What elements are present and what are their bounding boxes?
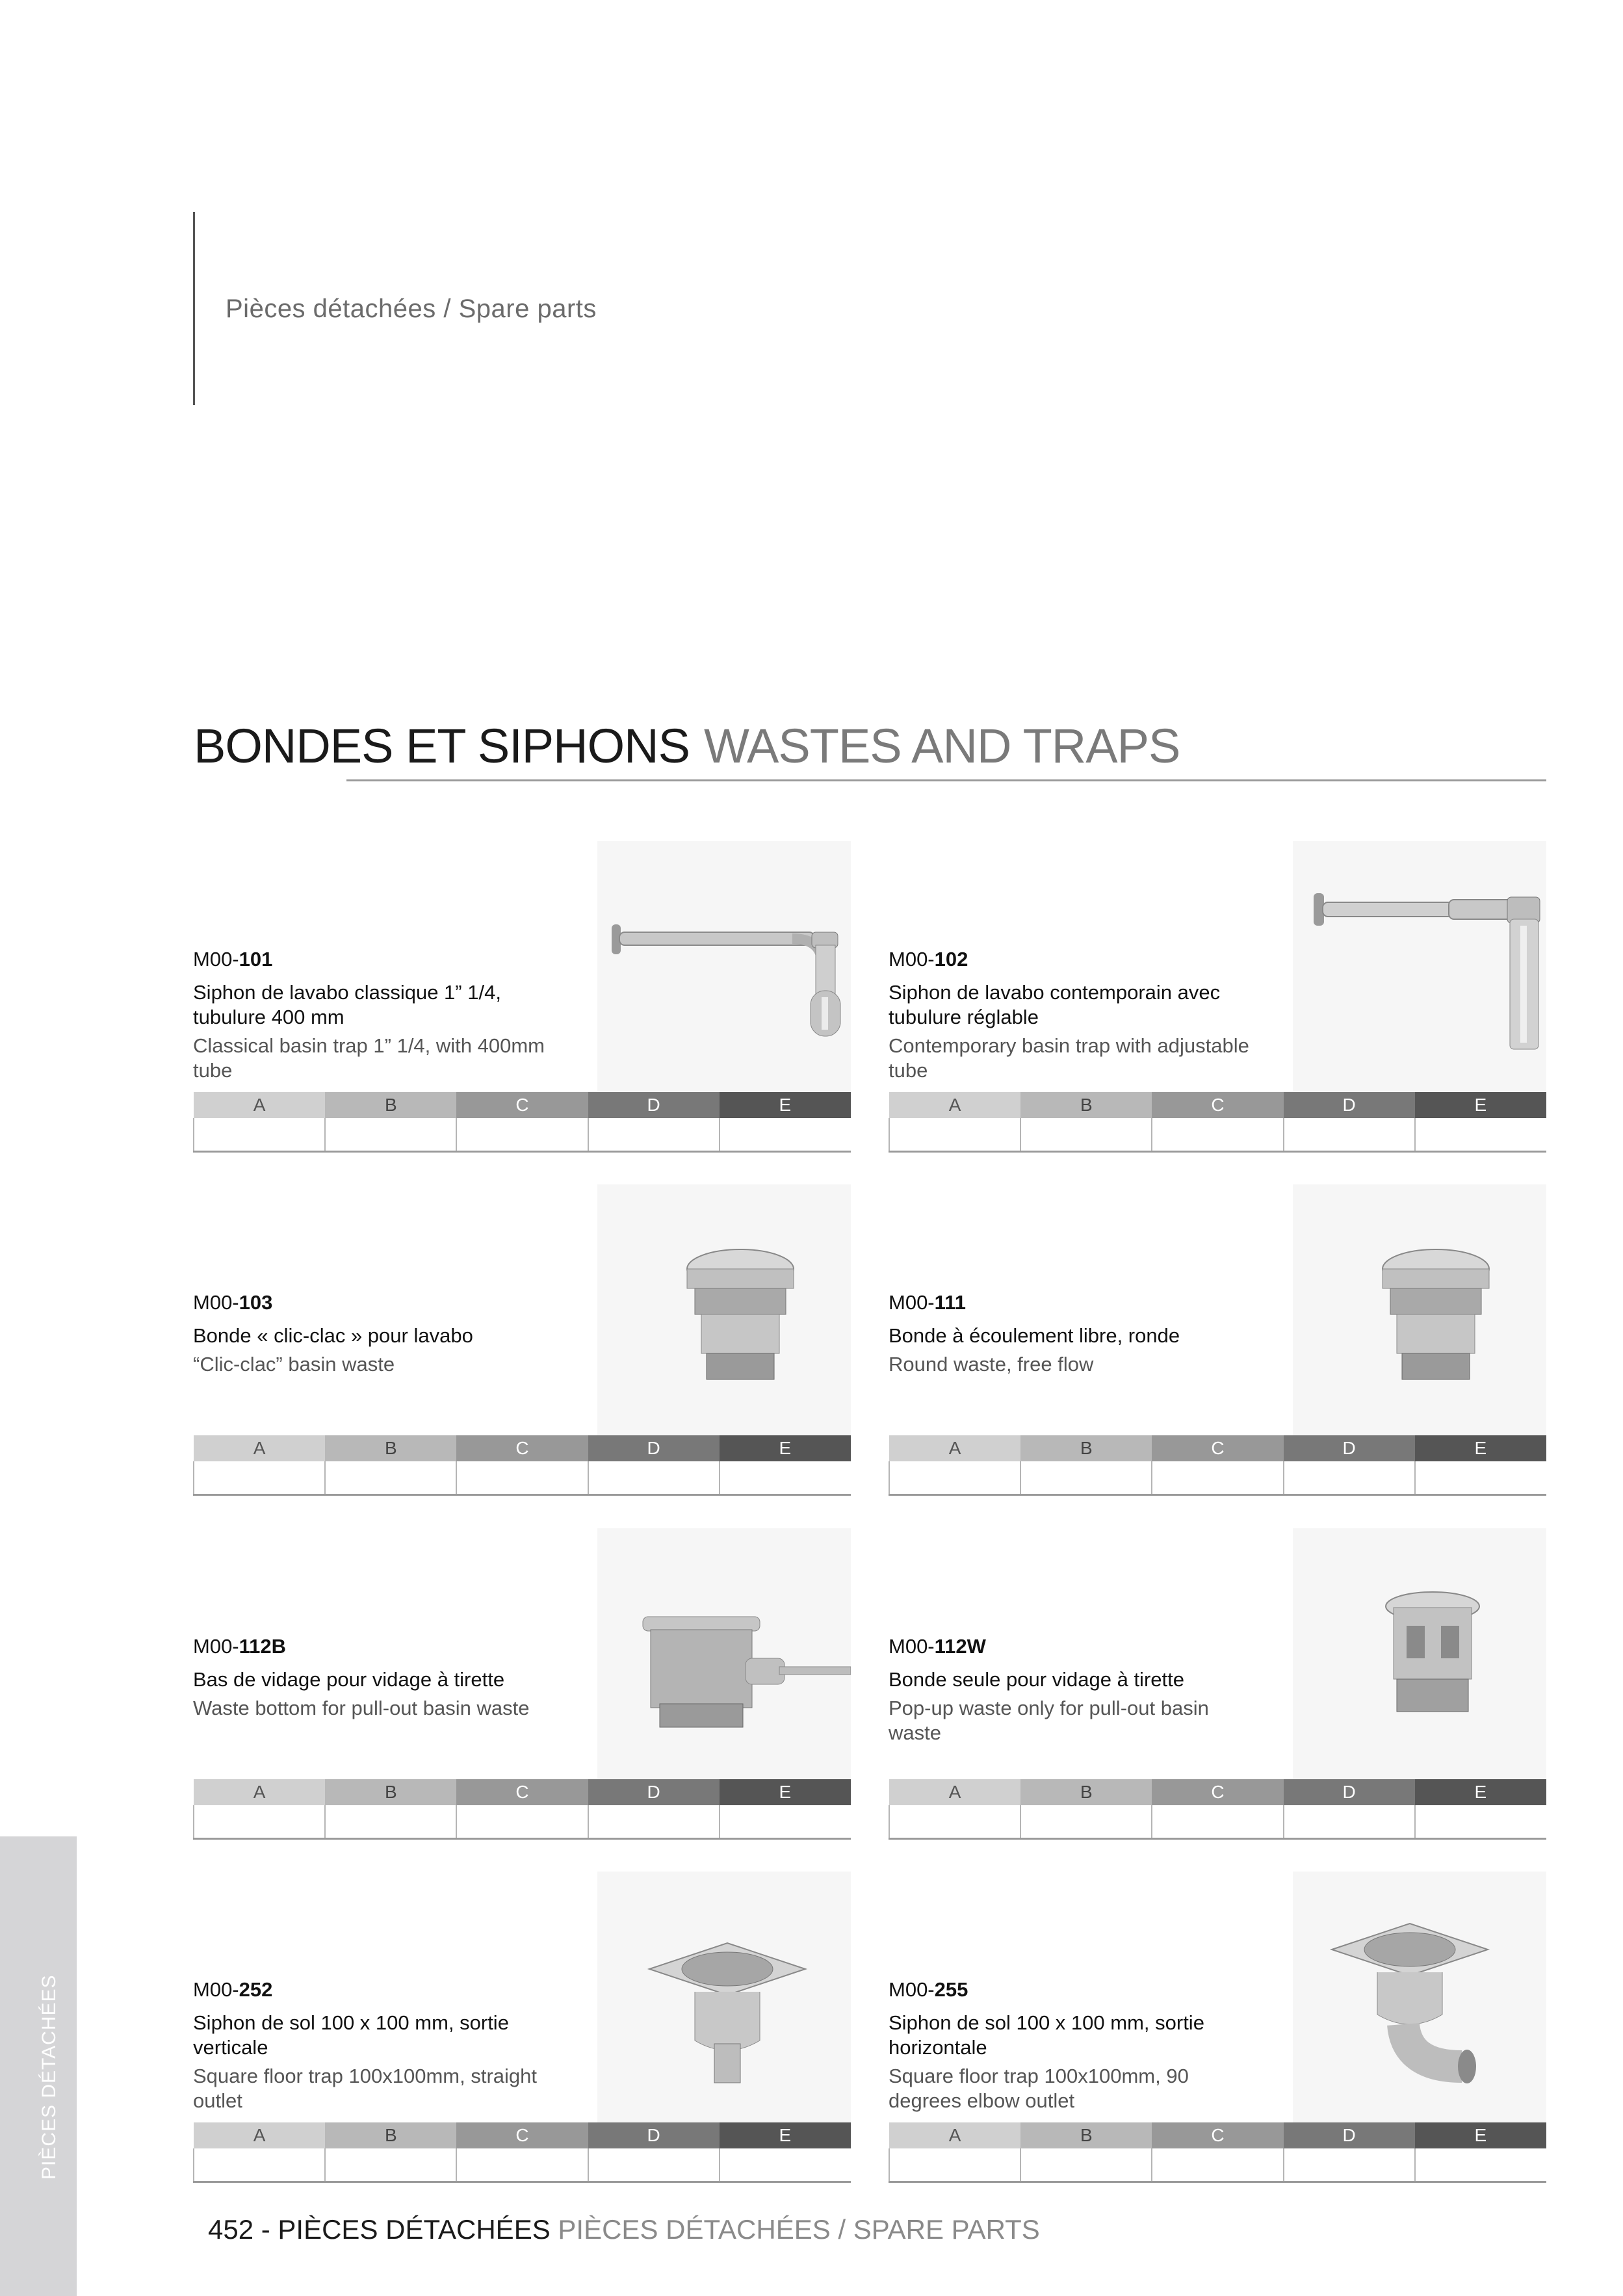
grade-header-d: D [588,1092,720,1118]
product-name-fr: Bonde « clic-clac » pour lavabo [193,1324,473,1347]
section-title [194,718,1180,774]
product-code: M00-252 [193,1978,273,2001]
round-waste-image [1293,1184,1546,1444]
grade-header-c: C [456,1092,588,1118]
grade-cell [889,1461,1020,1495]
waste-bottom-image [597,1528,851,1788]
product-code: M00-112W [889,1635,986,1658]
grade-cell [1152,1118,1283,1152]
grade-header-e: E [720,1435,851,1461]
product-name-en: Square floor trap 100x100mm, 90 degrees elbow outlet [889,2065,1189,2112]
product-code: M00-101 [193,948,273,971]
product-name-fr: Bonde seule pour vidage à tirette [889,1668,1184,1691]
grade-table [193,1779,851,1840]
header-rule [193,212,195,405]
product-card [889,1872,1546,2184]
product-card [193,1872,851,2184]
product-name-fr: Bas de vidage pour vidage à tirette [193,1668,505,1691]
grade-cell [1415,1118,1546,1152]
grade-cell [1284,1805,1415,1839]
footer [208,2214,1040,2245]
floor-trap-elbow-image [1293,1872,1546,2132]
grade-header-a: A [194,2122,325,2148]
grade-cell [1415,1461,1546,1495]
grade-cell [588,1118,720,1152]
grade-cell [1284,2148,1415,2182]
product-card [889,1528,1546,1840]
grade-header-b: B [325,1779,456,1805]
grade-cell [1415,1805,1546,1839]
grade-cell [588,1805,720,1839]
grade-table [193,1092,851,1153]
grade-cell [194,2148,325,2182]
grade-cell [720,1805,851,1839]
grade-table [889,1435,1546,1496]
grade-header-b: B [1020,1779,1152,1805]
floor-trap-straight-image [597,1872,851,2132]
grade-header-a: A [889,2122,1020,2148]
grade-header-b: B [325,1092,456,1118]
product-card [889,841,1546,1153]
grade-header-c: C [456,1435,588,1461]
grade-cell [194,1118,325,1152]
product-name-en: Classical basin trap 1” 1/4, with 400mm tube [193,1034,545,1082]
product-name-fr: Bonde à écoulement libre, ronde [889,1324,1180,1347]
grade-cell [194,1461,325,1495]
grade-header-a: A [194,1435,325,1461]
grade-header-c: C [456,2122,588,2148]
section-rule [346,779,1546,781]
product-name-fr: Siphon de sol 100 x 100 mm, sortie horizontale [889,2011,1204,2059]
grade-cell [325,1118,456,1152]
grade-cell [1152,1805,1283,1839]
grade-cell [1152,1461,1283,1495]
grade-header-e: E [720,1779,851,1805]
product-name-en: Waste bottom for pull-out basin waste [193,1697,530,1719]
grade-header-a: A [889,1092,1020,1118]
grade-header-a: A [889,1435,1020,1461]
footer-page-label: 452 - PIÈCES DÉTACHÉES [208,2214,551,2245]
grade-header-d: D [588,1779,720,1805]
grade-cell [325,1461,456,1495]
grade-header-c: C [1152,1092,1283,1118]
grade-header-e: E [1415,2122,1546,2148]
grade-header-b: B [1020,1435,1152,1461]
grade-cell [456,1461,588,1495]
grade-cell [720,2148,851,2182]
section-title-fr: BONDES ET SIPHONS [194,719,690,773]
product-code: M00-111 [889,1291,966,1314]
grade-table [889,1779,1546,1840]
product-card [193,1528,851,1840]
grade-header-c: C [1152,1435,1283,1461]
grade-header-e: E [1415,1092,1546,1118]
grade-header-b: B [1020,2122,1152,2148]
product-name-en: Square floor trap 100x100mm, straight outlet [193,2065,537,2112]
grade-cell [456,1805,588,1839]
product-name-fr: Siphon de sol 100 x 100 mm, sortie verticale [193,2011,509,2059]
basin-trap-contemporary-image [1293,841,1546,1101]
grade-header-a: A [194,1779,325,1805]
grade-header-e: E [720,2122,851,2148]
grade-header-d: D [1284,1779,1415,1805]
grade-cell [889,1118,1020,1152]
grade-cell [720,1118,851,1152]
grade-cell [1020,1461,1152,1495]
grade-cell [325,2148,456,2182]
grade-cell [588,2148,720,2182]
clic-clac-waste-image [597,1184,851,1444]
grade-header-a: A [889,1779,1020,1805]
grade-table [889,1092,1546,1153]
popup-waste-image [1293,1528,1546,1788]
product-name-en: Round waste, free flow [889,1353,1094,1376]
grade-header-c: C [456,1779,588,1805]
side-tab-label: PIÈCES DÉTACHÉES [38,1974,60,2180]
grade-cell [1284,1118,1415,1152]
basin-trap-classic-image [597,841,851,1101]
grade-cell [889,2148,1020,2182]
grade-table [889,2122,1546,2183]
grade-header-a: A [194,1092,325,1118]
grade-header-d: D [1284,1435,1415,1461]
product-name-en: “Clic-clac” basin waste [193,1353,395,1376]
grade-cell [1152,2148,1283,2182]
product-code: M00-255 [889,1978,968,2001]
grade-cell [456,1118,588,1152]
grade-header-e: E [1415,1779,1546,1805]
product-card [193,1184,851,1496]
grade-header-d: D [588,1435,720,1461]
grade-header-d: D [1284,2122,1415,2148]
product-name-en: Contemporary basin trap with adjustable tube [889,1034,1249,1082]
grade-cell [720,1461,851,1495]
product-card [889,1184,1546,1496]
grade-header-d: D [1284,1092,1415,1118]
grade-header-e: E [720,1092,851,1118]
grade-header-b: B [325,1435,456,1461]
grade-cell [1020,2148,1152,2182]
grade-cell [1415,2148,1546,2182]
product-name-en: Pop-up waste only for pull-out basin waste [889,1697,1209,1744]
grade-header-b: B [1020,1092,1152,1118]
product-card [193,841,851,1153]
grade-cell [1284,1461,1415,1495]
grade-header-c: C [1152,2122,1283,2148]
grade-table [193,2122,851,2183]
footer-subtitle: PIÈCES DÉTACHÉES / SPARE PARTS [558,2214,1040,2245]
grade-table [193,1435,851,1496]
product-name-fr: Siphon de lavabo contemporain avec tubulure réglable [889,981,1221,1028]
grade-cell [588,1461,720,1495]
grade-cell [325,1805,456,1839]
product-name-fr: Siphon de lavabo classique 1” 1/4, tubulure 400 mm [193,981,501,1028]
grade-cell [889,1805,1020,1839]
grade-header-e: E [1415,1435,1546,1461]
product-code: M00-102 [889,948,968,971]
section-title-en: WASTES AND TRAPS [703,719,1180,773]
grade-header-c: C [1152,1779,1283,1805]
grade-cell [456,2148,588,2182]
grade-cell [1020,1805,1152,1839]
product-code: M00-103 [193,1291,273,1314]
product-code: M00-112B [193,1635,287,1658]
grade-cell [1020,1118,1152,1152]
header-label: Pièces détachées / Spare parts [226,294,597,323]
grade-cell [194,1805,325,1839]
grade-header-b: B [325,2122,456,2148]
grade-header-d: D [588,2122,720,2148]
